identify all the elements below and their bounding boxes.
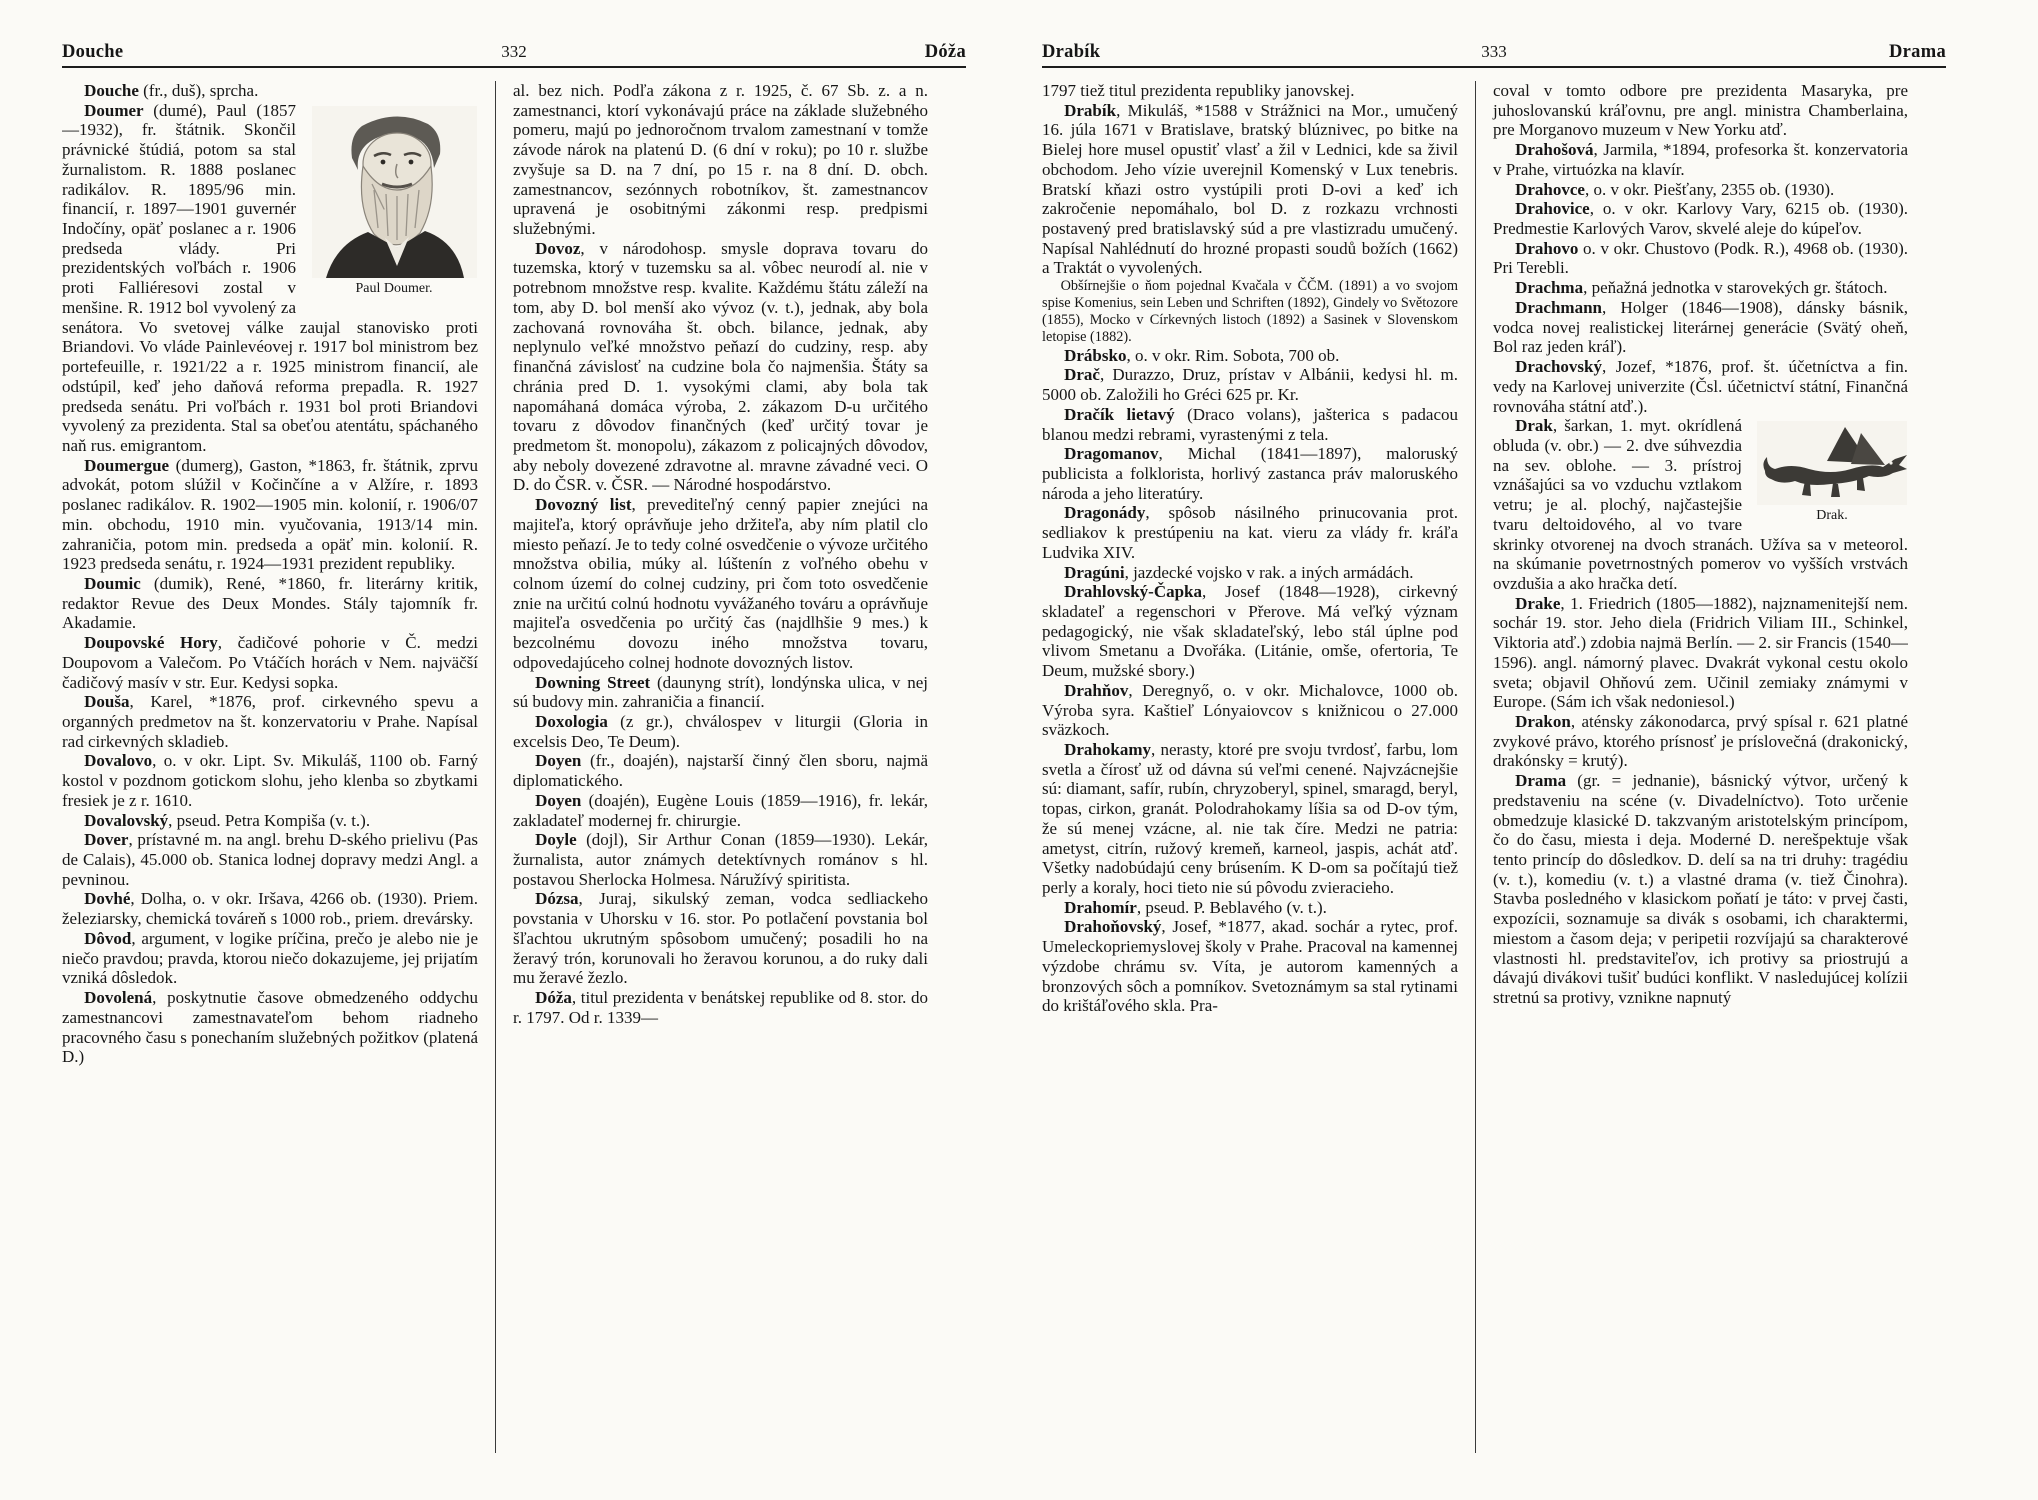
entry-headword: Drač: [1064, 365, 1100, 385]
entry-headword: Doyen: [535, 790, 582, 810]
encyclopedia-entry: Dóža, titul prezidenta v benátskej republike od 8. stor. do r. 1797. Od r. 1339—: [513, 988, 928, 1027]
entry-headword: Drahokamy: [1064, 740, 1151, 759]
encyclopedia-entry: Drama (gr. = jednanie), básnický výtvor, určený k predstaveniu na scéne (v. Divadelníctvo). Toto určenie obmedzuje klasické D. takzvaným aristotelským princípom, čo do času, miesta i deja. Moderné D. nerešpektuje však tento princíp do dôsledkov. D. delí sa na tri druhy: tragédiu (v. t.), komediu (v. t.) a vlastné drama (v. tiež Činohra). Stavba posledného v klasickom poňatí je táto: v prvej časti, expozícii, soznamuje sa divák s osobami, ich charaktermi, miestom a časom deja; v peripetii rozvíjajú sa charakterové vlastnosti hl. predstaviteľov, ich protivy sa priostrujú a dávajú divákovi tušiť budúci konflikt. V nasledujúcej kolízii stretnú sa protivy, vznikne napnutý: [1493, 771, 1908, 1008]
encyclopedia-entry: Drahovce, o. v okr. Piešťany, 2355 ob. (1930).: [1515, 179, 1835, 199]
page-number: 333: [1481, 42, 1507, 61]
entry-headword: Drahlovský-Čapka: [1064, 582, 1203, 602]
figure-paul-doumer: [310, 106, 478, 296]
encyclopedia-entry: Drahovo o. v okr. Chustovo (Podk. R.), 4968 ob. (1930). Pri Terebli.: [1493, 238, 1908, 278]
guide-word-right: Drama: [1889, 42, 1946, 62]
guide-word-left: Douche: [62, 42, 124, 62]
page-header-right: [1042, 42, 1946, 68]
entry-headword: Drake: [1515, 593, 1561, 613]
entry-headword: Drahovo: [1515, 238, 1579, 258]
entry-headword: Drahoňovský: [1064, 917, 1162, 937]
page-left: [62, 42, 966, 1453]
encyclopedia-entry: Dračík lietavý (Draco volans), jašterica s padacou blanou medzi rebrami, vyrastenými z tela.: [1042, 404, 1458, 444]
encyclopedia-entry: Drachovský, Jozef, *1876, prof. št. účetníctva a fin. vedy na Karlovej univerzite (Čsl. účetnictví státní, Finančná rovnováha státní atď.).: [1493, 357, 1908, 416]
entry-headword: Dračík lietavý: [1064, 404, 1175, 424]
page-right: [1042, 42, 1946, 1453]
encyclopedia-entry: Douche (fr., duš), sprcha.: [84, 81, 259, 100]
encyclopedia-entry: Dragonády, spôsob násilného prinucovania prot. sedliakov k prestúpeniu na kat. vieru za vlády fr. kráľa Ludvika XIV.: [1042, 503, 1458, 562]
encyclopedia-entry: 1797 tiež titul prezidenta republiky janovskej.: [1042, 81, 1355, 100]
entry-headword: Drahovice: [1515, 199, 1590, 219]
encyclopedia-entry: Drakon, aténsky zákonodarca, prvý spísal r. 621 platné zvykové právo, ktorého prísnosť je príslovečná (drakonický, drakónsky = krutý).: [1493, 712, 1908, 771]
entry-headword: Drakon: [1515, 712, 1571, 731]
encyclopedia-entry: Drahokamy, nerasty, ktoré pre svoju tvrdosť, farbu, lom svetla a čírosť už od dávna sú veľmi cenené. Najvzácnejšie sú: diamant, safír, rubín, chryzoberyl, spinel, smaragd, beryl, topas, cirkon, granát. Polodrahokamy líšia sa od D-ov tým, že sú menej vzácne, al. nie tak číre. Medzi ne patria: ametyst, citrín, ružový kremeň, karneol, jaspis, achát atď. Všetky nadobúdajú ceny brúsením. K D-om sa počítajú tiež perly a koraly, hoci tieto nie sú pôvodu zvieracieho.: [1042, 740, 1458, 898]
encyclopedia-entry: Doyle (dojl), Sir Arthur Conan (1859—1930). Lekár, žurnalista, autor známych detektívnych románov s hl. postavou Sherlocka Holmesa. Náružívý spiritista.: [513, 830, 928, 889]
encyclopedia-entry: Drahomír, pseud. P. Beblavého (v. t.).: [1064, 897, 1327, 917]
encyclopedia-entry: Drábsko, o. v okr. Rim. Sobota, 700 ob.: [1064, 345, 1340, 365]
entry-headword: Dover: [84, 830, 129, 850]
encyclopedia-entry: Dragúni, jazdecké vojsko v rak. a iných armádách.: [1064, 562, 1414, 582]
encyclopedia-entry: Drahlovský-Čapka, Josef (1848—1928), cirkevný skladateľ a regenschori v Přerove. Má veľký význam pedagogický, nie však skladateľský, lebo stál úplne pod vlivom Smetanu a Dvořáka. (Litánie, omše, ofertoria, Te Deum, mužské sbory.): [1042, 582, 1458, 681]
encyclopedia-entry: Dover, prístavné m. na angl. brehu D-ského prielivu (Pas de Calais), 45.000 ob. Stanica lodnej dopravy medzi Angl. a pevninou.: [62, 830, 478, 889]
entry-headword: Doyle: [535, 830, 577, 850]
page-number: 332: [501, 42, 527, 61]
encyclopedia-entry: Downing Street (daunyng strít), londýnska ulica, v nej sú budovy min. zahraničia a financií.: [513, 672, 928, 712]
entry-headword: Doxologia: [535, 712, 608, 731]
encyclopedia-entry: Dovozný list, prevediteľný cenný papier znejúci na majiteľa, ktorý oprávňuje jeho držiteľa, aby ním platil clo miesto peňazí. Je to tedy colné osvedčenie o vývoze určitého množstva obilia, múky al. lúštenín z voľného obehu v colnom území do colnej cudziny, pri čom toto osvedčenie znie na určitú colnú hodnotu vyvážaného továru a oprávňuje majiteľa osvedčenia po určitý čas (najdlhšie 9 mes.) k bezcolnému dovozu iného množstva tovaru, odpovedajúceho colnej hodnote dovozných listov.: [513, 495, 928, 672]
figure-caption: Paul Doumer.: [355, 280, 433, 296]
encyclopedia-entry: Dovhé, Dolha, o. v okr. Iršava, 4266 ob. (1930). Priem. železiarsky, chemická továreň s 1000 rob., priem. drevársky.: [62, 889, 478, 929]
text-columns: [1042, 81, 1946, 1453]
text-column-1: [1042, 81, 1475, 1453]
encyclopedia-entry: Doumergue (dumerg), Gaston, *1863, fr. štátnik, zprvu advokát, potom slúžil v Kočinčíne a v Alžíre, r. 1893 poslanec radikálov. R. 1902—1905 min. kolonií, r. 1906/07 min. obchodu, 1910 min. vyučovania, 1913/14 min. zahraničia, potom min. predseda a opäť min. kolonií. R. 1923 predseda senátu, r. 1924—1931 prezident republiky.: [62, 455, 478, 574]
entry-headword: Doumergue: [84, 455, 170, 475]
entry-headword: Drahošová: [1515, 140, 1594, 160]
entry-headword: Dovolená: [84, 988, 153, 1008]
dragon-illustration-image: [1757, 421, 1907, 505]
encyclopedia-entry: Dôvod, argument, v logike príčina, prečo je alebo nie je niečo pravdou; pravda, ktorou niečo dokazujeme, jej prijatím vzniká dôsledok.: [62, 928, 478, 988]
guide-word-right: Dóža: [924, 42, 966, 62]
encyclopedia-entry: Dózsa, Juraj, sikulský zeman, vodca sedliackeho povstania v Uhorsku v 16. stor. Po potlačení povstania bol šľachtou ukrutným spôsobom umučený; posadili ho na žeravý trón, korunovali ho žeravou korunou, a do ruky dali mu žeravé žezlo.: [513, 889, 928, 988]
entry-headword: Drahňov: [1064, 680, 1129, 700]
entry-headword: Dragonády: [1064, 503, 1146, 523]
text-column-2: [495, 81, 928, 1453]
encyclopedia-entry: Drahovice, o. v okr. Karlovy Vary, 6215 ob. (1930). Predmestie Karlových Varov, skvelé aleje do kúpeľov.: [1493, 199, 1908, 239]
encyclopedia-entry: Doumic (dumik), René, *1860, fr. literárny kritik, redaktor Revue des Deux Mondes. Stály tajomník fr. Akadamie.: [62, 573, 478, 633]
entry-headword: Dovalovský: [84, 810, 169, 830]
entry-headword: Doupovské Hory: [84, 633, 218, 653]
encyclopedia-entry: Drachma, peňažná jednotka v starovekých gr. štátoch.: [1515, 278, 1888, 298]
encyclopedia-entry: Dragomanov, Michal (1841—1897), maloruský publicista a folklorista, horlivý zastanca práv maloruského národa a jeho literatúry.: [1042, 444, 1458, 503]
entry-headword: Drachma: [1515, 278, 1584, 298]
entry-headword: Drachmann: [1515, 297, 1602, 317]
entry-headword: Dovozný list: [535, 495, 632, 515]
encyclopedia-entry: Drahošová, Jarmila, *1894, profesorka št. konzervatoria v Prahe, virtuózka na klavír.: [1493, 140, 1908, 179]
encyclopedia-entry: Dovolená, poskytnutie časove obmedzeného oddychu zamestnancovi zamestnavateľom behom riadneho pracovného času s ponechaním služebných požitkov (platená D.): [62, 988, 478, 1067]
entry-headword: Doumer: [84, 100, 144, 120]
entry-headword: Dragomanov: [1064, 444, 1159, 464]
encyclopedia-entry: Doupovské Hory, čadičové pohorie v Č. medzi Doupovom a Valečom. Po Vtáčích horách v Nem. najväčší čadičový masív v str. Eur. Kedysi sopka.: [62, 633, 478, 692]
entry-headword: Dragúni: [1064, 562, 1125, 582]
encyclopedia-entry: Doyen (doajén), Eugène Louis (1859—1916), fr. lekár, zakladateľ modernej fr. chirurgie.: [513, 790, 928, 830]
encyclopedia-entry: Dovoz, v národohosp. smysle doprava tovaru do tuzemska, ktorý v tuzemsku sa al. vôbec neurodí al. nie v potrebnom množstve resp. kvalite. Každému štátu záleží na tom, aby D. bol menší ako vývoz (v. t.), jednak, aby bola zachovaná rovnováha št. obch. bilance, jednak, aby neplynulo veľké množstvo peňazí do cudziny, resp. aby finančná závislosť na cudzine bola čo najmenšia. Štáty sa chránia pred D. 1. vysokými clami, aby bola tak napomáhaná domáca výroba, 2. zákazom D-u určitého tovaru z dôvodov finančných (keď určitý tovar je predmetom št. monopolu), zákazom z policajných dôvodov, aby neboly dovezené zdravotne al. mravne závadné veci. O D. do ČSR. v. ČSR. — Národné hospodárstvo.: [513, 238, 928, 495]
entry-headword: Drahomír: [1064, 897, 1137, 917]
entry-headword: Drama: [1515, 771, 1567, 791]
entry-headword: Douche: [84, 81, 139, 100]
paul-doumer-portrait-image: [312, 106, 477, 278]
encyclopedia-entry: Paul Doumer. Doumer (dumé), Paul (1857—1932), fr. štátnik. Skončil právnické štúdiá, potom sa stal žurnalistom. R. 1888 poslanec radikálov. R. 1895/96 min. financií, r. 1897—1901 guvernér Indočíny, opäť poslanec a r. 1906 predseda vlády. Pri prezidentských voľbách r. 1906 proti Falliéresovi zostal v menšine. R. 1912 bol vyvolený za senátora. Vo svetovej válke zaujal stanovisko proti Briandovi. Vo vláde Painlevéovej r. 1917 bol ministrom bez portefeuille, r. 1921/22 a r. 1925 ministrom financií, ale odstúpil, keď jeho daňová reforma prepadla. R. 1927 predseda senátu. Pri voľbách r. 1931 bol proti Briandovi vyvolený za prezidenta. Stal sa obeťou atentátu, spáchaného naň rus. emigrantom.: [62, 100, 478, 455]
figure-dragon: [1756, 421, 1908, 523]
entry-headword: Downing Street: [535, 672, 651, 692]
entry-headword: Dovhé: [84, 889, 131, 909]
page-header-left: [62, 42, 966, 68]
encyclopedia-entry: Drak. Drak, šarkan, 1. myt. okrídlená obluda (v. obr.) — 2. dve súhvezdia na sev. oblohe. — 3. prístroj vznášajúci sa vo vzduchu vztlakom vetru; je al. plochý, najčastejšie tvaru deltoidového, al vo tvare skrinky otvorenej na dvoch stranách. Užíva sa v meteorol. na skúmanie povetrnostných pomerov vo vyšších vrstvách ovzdušia a ako hračka detí.: [1493, 416, 1908, 593]
text-column-1: [62, 81, 495, 1453]
entry-headword: Drahovce: [1515, 179, 1585, 199]
figure-caption: Drak.: [1816, 508, 1848, 524]
entry-headword: Dózsa: [535, 889, 579, 909]
encyclopedia-entry: Dovalovský, pseud. Petra Kompiša (v. t.).: [84, 810, 371, 830]
encyclopedia-entry: al. bez nich. Podľa zákona z r. 1925, č. 67 Sb. z. a n. zamestnanci, ktorí vykonávajú práce na základe služebného pomeru, majú po jednoročnom trvalom zamestnaní v tomže závode nárok na platenú D. (6 dní v roku); po 10 r. službe zvyšuje sa D. na 7 dní, po 15 r. na 8 dní. D. obch. zamestnancov, sezónnych robotníkov, št. zamestnancov upravená je osobitnými zákonmi resp. predpismi služebnými.: [513, 81, 928, 239]
entry-headword: Dovalovo: [84, 751, 153, 771]
encyclopedia-entry: Dovalovo, o. v okr. Lipt. Sv. Mikuláš, 1100 ob. Farný kostol v pozdnom gotickom slohu, jeho klenba so zbytkami fresiek je z r. 1610.: [62, 751, 478, 810]
encyclopedia-entry: Drahňov, Deregnyő, o. v okr. Michalovce, 1000 ob. Výroba syra. Kaštieľ Lónyaiovcov s knižnicou o 27.000 sväzkoch.: [1042, 680, 1458, 740]
guide-word-left: Drabík: [1042, 42, 1101, 62]
entry-headword: Drabík: [1064, 100, 1117, 120]
encyclopedia-entry: Drabík, Mikuláš, *1588 v Strážnici na Mor., umučený 16. júla 1671 v Bratislave, bratský blúznivec, po bitke na Bielej hore musel opustiť vlasť a žil v Lednici, kde sa živil obchodom. Jeho vízie uverejnil Komenský v Lux tenebris. Bratskí kňazi ostro vystúpili proti D-ovi a keď ich zakročenie nepomáhalo, bol D. z rozkazu vrchnosti postavený pred bratislavský súd a pre vlastizradu umučený. Napísal Nahlédnutí do hrozné propasti soudů božích (1662) a Traktát o vyvolených.: [1042, 100, 1458, 278]
entry-headword: Dovoz: [535, 238, 581, 258]
encyclopedia-entry: Drahoňovský, Josef, *1877, akad. sochár a rytec, prof. Umeleckopriemyslovej školy v Prahe. Pracoval na kamennej výzdobe chrámu sv. Víta, je autorom kamenných a bronzových sôch a pomníkov. Svetoznámym sa stal rytinami do krištáľového skla. Pra-: [1042, 917, 1458, 1016]
entry-headword: Drábsko: [1064, 345, 1127, 365]
encyclopedia-entry: Doxologia (z gr.), chválospev v liturgii (Gloria in excelsis Deo, Te Deum).: [513, 712, 928, 751]
entry-headword: Doumic: [84, 573, 141, 593]
encyclopedia-entry: coval v tomto odbore pre prezidenta Masaryka, pre juhoslovanskú kráľovnu, pre angl. ministra Chamberlaina, pre Morganovo muzeum v New Yorku atď.: [1493, 81, 1908, 140]
encyclopedia-entry: Drake, 1. Friedrich (1805—1882), najznamenitejší nem. sochár 19. stor. Jeho diela (Fridrich Viliam III., Schinkel, Viktoria atď.) zdobia najmä Berlín. — 2. sir Francis (1540—1596). angl. námorný plavec. Dvakrát vykonal cestu okolo sveta; objavil Ohňovú zem. Učinil zemiaky známymi v Europe. (Sám ich však nedoniesol.): [1493, 593, 1908, 712]
text-columns: [62, 81, 966, 1453]
entry-headword: Drachovský: [1515, 357, 1602, 377]
entry-headword: Dóža: [535, 988, 572, 1008]
encyclopedia-entry: Douša, Karel, *1876, prof. cirkevného spevu a organných predmetov na št. konzervatoriu v Prahe. Napísal rad cirkevných skladieb.: [62, 692, 478, 751]
encyclopedia-entry: Obšírnejšie o ňom pojednal Kvačala v ČČM. (1891) a vo svojom spise Komenius, sein Leben und Schriften (1892), Gindely vo Světozore (1855), Mocko v Církevných listoch (1892) a Sasinek v Slovenskom letopise (1882).: [1042, 278, 1458, 345]
entry-headword: Dôvod: [84, 928, 132, 948]
entry-headword: Drak: [1515, 416, 1553, 436]
text-column-2: [1475, 81, 1908, 1453]
encyclopedia-entry: Drachmann, Holger (1846—1908), dánsky básnik, vodca novej realistickej literárnej generácie (Svätý oheň, Bol raz jeden kráľ).: [1493, 297, 1908, 357]
entry-headword: Doyen: [535, 751, 582, 771]
encyclopedia-entry: Drač, Durazzo, Druz, prístav v Albánii, kedysi hl. m. 5000 ob. Založili ho Gréci 625 pr. Kr.: [1042, 365, 1458, 405]
encyclopedia-entry: Doyen (fr., doajén), najstarší činný člen sboru, najmä diplomatického.: [513, 751, 928, 791]
entry-headword: Douša: [84, 692, 130, 712]
